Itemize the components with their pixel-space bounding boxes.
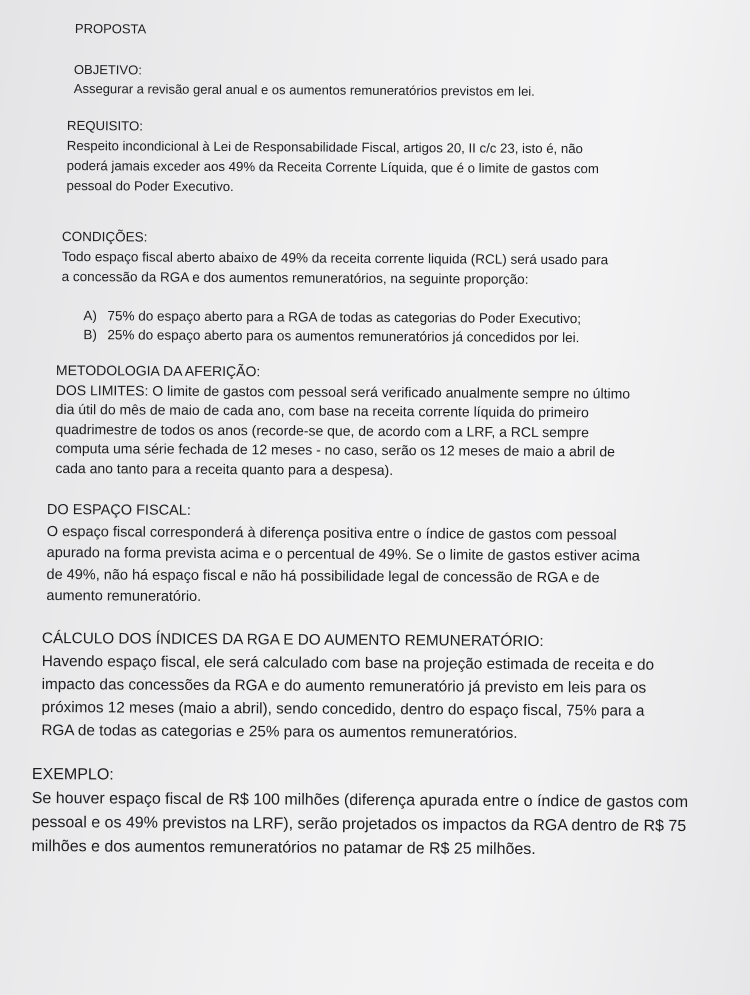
list-text: 25% do espaço aberto para os aumentos remuneratórios já concedidos por lei. [107,327,580,346]
section-line: Assegurar a revisão geral anual e os aumentos remuneratórios previstos em lei. [73,80,535,99]
section-line: apurado na forma prevista acima e o percentual de 49%. Se o limite de gastos estiver acima [46,544,640,565]
section-line: Respeito incondicional à Lei de Responsabilidade Fiscal, artigos 20, II c/c 23, isto é, não [66,137,583,157]
section-heading: REQUISITO: [66,117,143,134]
section-line: Todo espaço fiscal aberto abaixo de 49% da receita corrente liquida (RCL) será usado para [61,248,609,268]
section-exemplo [31,763,688,863]
section-line: computa uma série fechada de 12 meses - no caso, serão os 12 meses de maio a abril de [55,439,616,460]
section-line: dia útil do mês de maio de cada ano, com base na receita corrente líquida do primeiro [55,400,589,421]
section-espaco-fiscal [46,500,640,611]
list-text: 75% do espaço aberto para a RGA de todas as categorias do Poder Executivo; [107,308,582,327]
section-line: Se houver espaço fiscal de R$ 100 milhões (diferença apurada entre o índice de gastos com [31,789,689,812]
section-heading: CONDIÇÕES: [61,228,148,245]
document-title [75,21,146,36]
section-line: poderá jamais exceder aos 49% da Receita Corrente Líquida, que é o limite de gastos com [66,157,599,177]
section-line: impacto das concessões da RGA e do aumento remuneratório já previsto em leis para os [41,675,647,697]
section-heading: DO ESPAÇO FISCAL: [46,501,191,519]
section-heading: EXEMPLO: [31,765,114,784]
section-line: pessoal e os 49% previstos na LRF), serão projetados os impactos da RGA dentro de R$ 75 [31,813,687,835]
section-line: a concessão da RGA e dos aumentos remuneratórios, na seguinte proporção: [61,268,529,287]
section-line: Havendo espaço fiscal, ele será calculado com base na projeção estimada de receita e do [41,652,655,674]
section-heading: CÁLCULO DOS ÍNDICES DA RGA E DO AUMENTO REMUNERATÓRIO: [41,629,544,651]
section-line: O espaço fiscal corresponderá à diferença positiva entre o índice de gastos com pessoal [46,523,617,543]
section-line: pessoal do Poder Executivo. [66,177,234,195]
section-condicoes [61,227,608,347]
list-key: B) [83,327,97,343]
title-text: PROPOSTA [74,21,147,37]
section-heading: OBJETIVO: [73,61,142,78]
list-item [61,325,607,347]
section-line: milhões e dos aumentos remuneratórios no patamar de R$ 25 milhões. [31,837,536,859]
section-heading: METODOLOGIA DA AFERIÇÃO: [55,361,261,380]
section-line: DOS LIMITES: O limite de gastos com pessoal será verificado anualmente sempre no último [55,381,631,402]
section-line: de 49%, não há espaço fiscal e não há possibilidade legal de concessão de RGA e de [46,566,600,586]
section-line: quadrimestre de todos os anos (recorde-se que, de acordo com a LRF, a RCL sempre [55,420,589,440]
section-line: cada ano tanto para a receita quanto para a despesa). [55,459,394,478]
section-calculo [41,627,654,746]
section-objetivo [74,60,535,101]
section-line: aumento remuneratório. [46,587,202,605]
section-requisito [67,116,600,199]
section-line: RGA de todas as categorias e 25% para os aumentos remuneratórios. [41,721,518,742]
section-line: próximos 12 meses (maio a abril), sendo concedido, dentro do espaço fiscal, 75% para a [41,698,645,720]
section-metodologia [55,361,630,482]
list-key: A) [83,308,98,324]
